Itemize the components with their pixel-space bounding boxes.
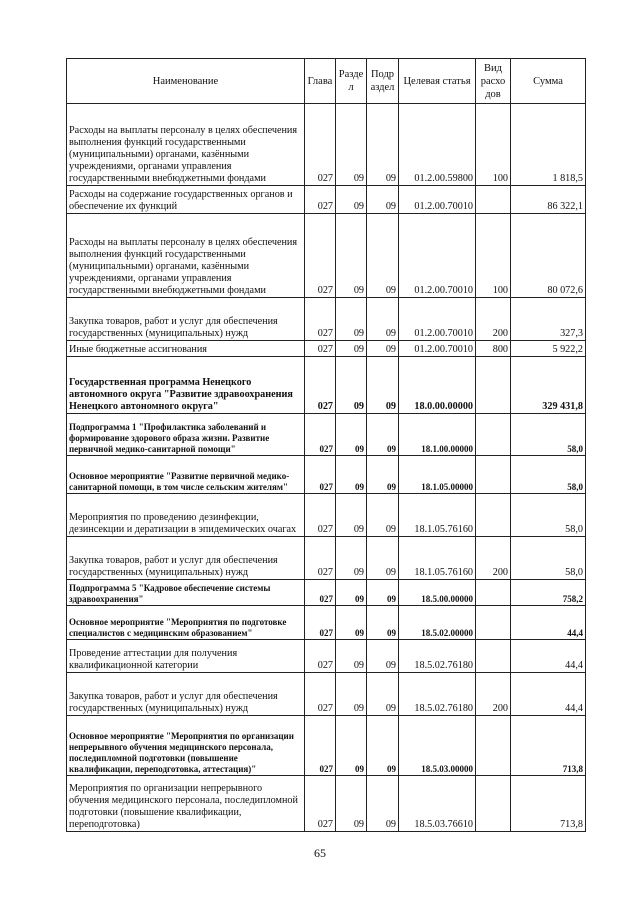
row-chapter: 027 <box>305 456 336 494</box>
row-target: 18.1.05.00000 <box>399 456 476 494</box>
table-row <box>67 580 586 606</box>
table-row <box>67 673 586 716</box>
row-name: Подпрограмма 5 "Кадровое обеспечение системы здравоохранения" <box>67 580 305 606</box>
row-type <box>476 606 511 640</box>
budget-table <box>66 58 586 832</box>
table-header-row <box>67 59 586 104</box>
row-subsection: 09 <box>367 214 399 298</box>
row-type <box>476 640 511 673</box>
row-target: 01.2.00.70010 <box>399 214 476 298</box>
row-target: 18.5.03.00000 <box>399 716 476 776</box>
row-target: 18.5.00.00000 <box>399 580 476 606</box>
row-sum: 713,8 <box>511 716 586 776</box>
row-section: 09 <box>336 298 367 341</box>
row-subsection: 09 <box>367 716 399 776</box>
row-subsection: 09 <box>367 580 399 606</box>
row-type: 800 <box>476 341 511 357</box>
row-section: 09 <box>336 640 367 673</box>
row-section: 09 <box>336 494 367 537</box>
row-target: 01.2.00.70010 <box>399 186 476 214</box>
row-section: 09 <box>336 214 367 298</box>
row-sum: 44,4 <box>511 673 586 716</box>
table-row <box>67 537 586 580</box>
row-chapter: 027 <box>305 298 336 341</box>
row-subsection: 09 <box>367 494 399 537</box>
row-section: 09 <box>336 537 367 580</box>
row-name: Проведение аттестации для получения квалификационной категории <box>67 640 305 673</box>
row-subsection: 09 <box>367 456 399 494</box>
row-chapter: 027 <box>305 104 336 186</box>
row-name: Подпрограмма 1 "Профилактика заболеваний и формирование здорового образа жизни. Развитие первичной медико-санитарной помощи" <box>67 414 305 456</box>
row-type <box>476 357 511 414</box>
row-name: Мероприятия по проведению дезинфекции, дезинсекции и дератизации в эпидемических очагах <box>67 494 305 537</box>
row-section: 09 <box>336 186 367 214</box>
header-target: Целевая статья <box>399 59 476 104</box>
row-name: Иные бюджетные ассигнования <box>67 341 305 357</box>
row-sum: 80 072,6 <box>511 214 586 298</box>
row-chapter: 027 <box>305 214 336 298</box>
row-type <box>476 414 511 456</box>
row-section: 09 <box>336 606 367 640</box>
header-sum: Сумма <box>511 59 586 104</box>
row-target: 18.0.00.00000 <box>399 357 476 414</box>
row-chapter: 027 <box>305 357 336 414</box>
row-sum: 5 922,2 <box>511 341 586 357</box>
row-type <box>476 456 511 494</box>
row-name: Мероприятия по организации непрерывного обучения медицинского персонала, последипломной подготовки (повышение квалификации, переподготовка) <box>67 776 305 832</box>
row-subsection: 09 <box>367 186 399 214</box>
row-name: Основное мероприятие "Мероприятия по подготовке специалистов с медицинским образованием" <box>67 606 305 640</box>
row-name: Закупка товаров, работ и услуг для обеспечения государственных (муниципальных) нужд <box>67 298 305 341</box>
row-name: Основное мероприятие "Мероприятия по организации непрерывного обучения медицинского персонала, последипломной подготовки (повышение квалификации, переподготовка, аттестация)" <box>67 716 305 776</box>
row-subsection: 09 <box>367 298 399 341</box>
row-subsection: 09 <box>367 640 399 673</box>
table-row <box>67 357 586 414</box>
header-name: Наименование <box>67 59 305 104</box>
row-subsection: 09 <box>367 776 399 832</box>
row-target: 18.5.02.00000 <box>399 606 476 640</box>
table-row <box>67 456 586 494</box>
row-section: 09 <box>336 456 367 494</box>
row-section: 09 <box>336 673 367 716</box>
table-row <box>67 414 586 456</box>
row-section: 09 <box>336 716 367 776</box>
row-chapter: 027 <box>305 186 336 214</box>
row-sum: 758,2 <box>511 580 586 606</box>
table-row <box>67 298 586 341</box>
row-chapter: 027 <box>305 716 336 776</box>
table-row <box>67 776 586 832</box>
row-chapter: 027 <box>305 537 336 580</box>
row-type <box>476 716 511 776</box>
row-sum: 44,4 <box>511 606 586 640</box>
row-section: 09 <box>336 414 367 456</box>
row-sum: 1 818,5 <box>511 104 586 186</box>
row-section: 09 <box>336 776 367 832</box>
page-number: 65 <box>314 846 326 860</box>
row-sum: 327,3 <box>511 298 586 341</box>
row-type <box>476 776 511 832</box>
row-sum: 86 322,1 <box>511 186 586 214</box>
row-sum: 58,0 <box>511 537 586 580</box>
row-target: 18.1.05.76160 <box>399 537 476 580</box>
row-subsection: 09 <box>367 673 399 716</box>
table-row <box>67 104 586 186</box>
row-target: 18.5.03.76610 <box>399 776 476 832</box>
row-sum: 329 431,8 <box>511 357 586 414</box>
row-type: 200 <box>476 537 511 580</box>
row-sum: 58,0 <box>511 456 586 494</box>
row-subsection: 09 <box>367 414 399 456</box>
row-section: 09 <box>336 341 367 357</box>
row-sum: 58,0 <box>511 414 586 456</box>
row-subsection: 09 <box>367 537 399 580</box>
row-type: 100 <box>476 214 511 298</box>
row-section: 09 <box>336 580 367 606</box>
row-type <box>476 186 511 214</box>
row-target: 01.2.00.70010 <box>399 298 476 341</box>
row-subsection: 09 <box>367 357 399 414</box>
row-chapter: 027 <box>305 673 336 716</box>
row-section: 09 <box>336 357 367 414</box>
table-row <box>67 606 586 640</box>
row-sum: 44,4 <box>511 640 586 673</box>
row-target: 18.1.00.00000 <box>399 414 476 456</box>
row-chapter: 027 <box>305 341 336 357</box>
row-target: 01.2.00.70010 <box>399 341 476 357</box>
row-chapter: 027 <box>305 640 336 673</box>
row-name: Расходы на содержание государственных органов и обеспечение их функций <box>67 186 305 214</box>
table-row <box>67 494 586 537</box>
header-subsection: Подр аздел <box>367 59 399 104</box>
row-target: 01.2.00.59800 <box>399 104 476 186</box>
header-section: Разде л <box>336 59 367 104</box>
row-chapter: 027 <box>305 494 336 537</box>
row-target: 18.5.02.76180 <box>399 673 476 716</box>
row-name: Закупка товаров, работ и услуг для обеспечения государственных (муниципальных) нужд <box>67 673 305 716</box>
row-sum: 713,8 <box>511 776 586 832</box>
table-row <box>67 716 586 776</box>
table-row <box>67 186 586 214</box>
row-type <box>476 580 511 606</box>
row-name: Расходы на выплаты персоналу в целях обеспечения выполнения функций государственными (муниципальными) органами, казёнными учреждениями, органами управления государственными внебюджетными фондами <box>67 104 305 186</box>
row-type: 100 <box>476 104 511 186</box>
row-subsection: 09 <box>367 104 399 186</box>
row-name: Расходы на выплаты персоналу в целях обеспечения выполнения функций государственными (муниципальными) органами, казёнными учреждениями, органами управления государственными внебюджетными фондами <box>67 214 305 298</box>
row-sum: 58,0 <box>511 494 586 537</box>
row-type: 200 <box>476 673 511 716</box>
row-subsection: 09 <box>367 606 399 640</box>
table-row <box>67 341 586 357</box>
row-chapter: 027 <box>305 606 336 640</box>
row-name: Основное мероприятие "Развитие первичной медико-санитарной помощи, в том числе сельским жителям" <box>67 456 305 494</box>
row-target: 18.5.02.76180 <box>399 640 476 673</box>
row-chapter: 027 <box>305 414 336 456</box>
row-name: Закупка товаров, работ и услуг для обеспечения государственных (муниципальных) нужд <box>67 537 305 580</box>
row-section: 09 <box>336 104 367 186</box>
row-type: 200 <box>476 298 511 341</box>
table-row <box>67 214 586 298</box>
header-type: Вид расхо дов <box>476 59 511 104</box>
row-type <box>476 494 511 537</box>
row-chapter: 027 <box>305 580 336 606</box>
row-target: 18.1.05.76160 <box>399 494 476 537</box>
header-chapter: Глава <box>305 59 336 104</box>
row-name: Государственная программа Ненецкого автономного округа "Развитие здравоохранения Ненецкого автономного округа" <box>67 357 305 414</box>
table-row <box>67 640 586 673</box>
row-chapter: 027 <box>305 776 336 832</box>
row-subsection: 09 <box>367 341 399 357</box>
